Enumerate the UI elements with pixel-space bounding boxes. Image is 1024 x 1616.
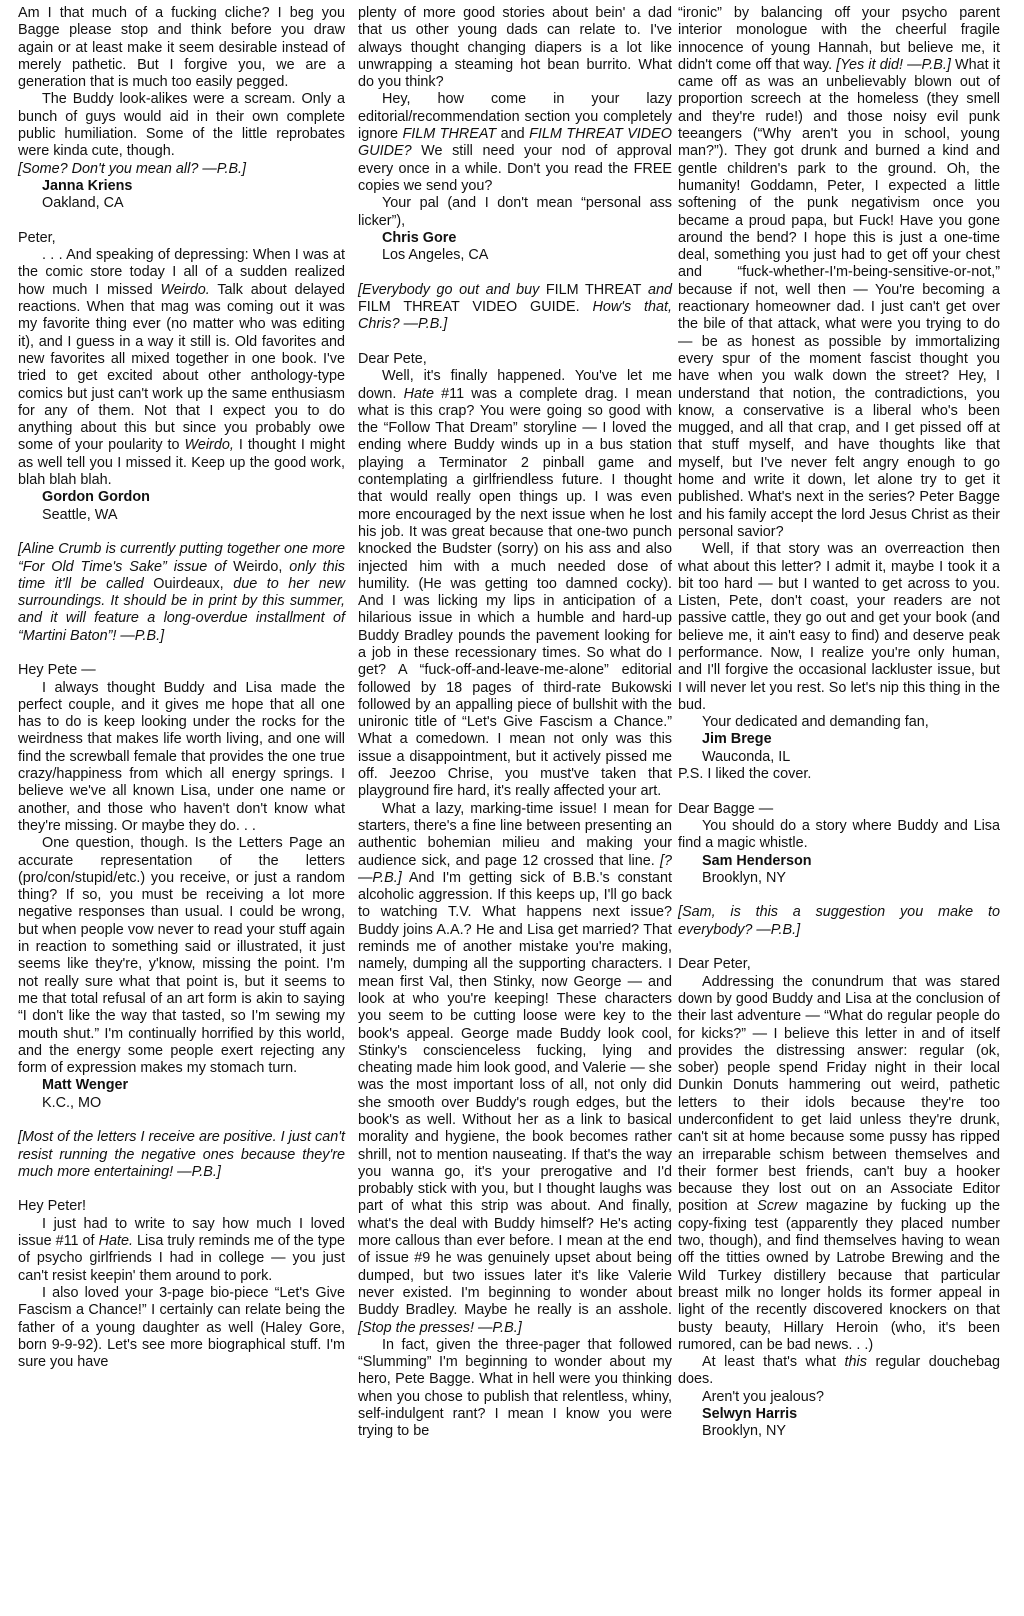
letter-paragraph — [18, 247, 345, 489]
letter-paragraph — [678, 818, 1000, 853]
letter-paragraph — [678, 1389, 1000, 1406]
roman-title: Weirdo, — [233, 558, 283, 575]
letter-paragraph — [678, 541, 1000, 714]
letter-paragraph — [678, 974, 1000, 1355]
letter-paragraph — [358, 368, 672, 800]
letters-column-1 — [18, 5, 345, 1371]
letters-column-2 — [358, 5, 672, 1441]
italic-title: Screw — [757, 1198, 798, 1215]
text-run: Your dedicated and demanding fan, — [702, 714, 929, 731]
signature-name: Sam Henderson — [702, 852, 812, 869]
letter-paragraph — [18, 680, 345, 836]
text-run: Well, if that story was an overreaction then what about this letter? I admit it, maybe I took it a bit too hard — but I wanted to get across to you. Listen, Pete, don't coast, your readers are not passive cattle, they go out and get your book (and believe me, it ain't easy to find) and deserve peak performance. Now, I realize you're only human, and I'll forgive the occasional lackluster issue, but I will never let you rest. So let's nip this thing in the bud. — [678, 541, 1000, 713]
letter-paragraph — [678, 766, 1000, 783]
text-run: regular douchebag does. — [678, 1354, 1000, 1388]
editor-reply — [18, 541, 345, 645]
signature-location: Wauconda, IL — [702, 748, 791, 765]
text-run: and — [496, 126, 530, 143]
italic-title: Weirdo, — [184, 437, 234, 454]
signature-location: K.C., MO — [42, 1094, 102, 1111]
letter-paragraph — [358, 195, 672, 230]
italic-title: [? —P.B.] — [358, 852, 672, 886]
signature-location: Brooklyn, NY — [702, 869, 786, 886]
letter-paragraph — [18, 1285, 345, 1371]
text-run: [Aline Crumb is currently putting together one more “For Old Time's Sake” issue of — [18, 541, 345, 575]
spacer — [678, 887, 1000, 904]
spacer — [358, 264, 672, 281]
text-run: What a lazy, marking-time issue! I mean for starters, there's a fine line between presenting an authentic bohemian milieu and making your audience sick, and page 12 crossed that line. — [358, 800, 672, 869]
text-run: magazine by fucking up the copy-fixing test (apparently they placed number two, though), and find themselves having to wean off the titties owned by Latrobe Brewing and the Wild Turkey distillery because that particular breast milk no longer holds its former appeal in light of the recently discovered knockers on that busty beauty, Hillary Heroin (who, it's been rumored, can be bad news. . .) — [678, 1198, 1000, 1353]
roman-title: FILM THREAT — [545, 281, 642, 298]
italic-title: [Yes it did! —P.B.] — [836, 56, 951, 73]
text-run: . . . And speaking of depressing: When I was at the comic store today I all of a sudden realized how much I missed — [18, 247, 345, 298]
editor-reply — [18, 161, 345, 178]
text-run: I thought I might as well tell you I missed it. Keep up the good work, blah blah blah. — [18, 437, 345, 489]
signature-name: Chris Gore — [382, 229, 457, 246]
spacer — [18, 524, 345, 541]
spacer — [18, 1181, 345, 1198]
salutation: Peter, — [18, 229, 56, 246]
signature-location: Brooklyn, NY — [702, 1423, 786, 1440]
text-run: Your pal (and I don't mean “personal ass licker”), — [358, 195, 672, 229]
letter-paragraph — [678, 5, 1000, 541]
text-run: And I'm getting sick of B.B.'s constant alcoholic aggression. If this keeps up, I'll go back to watching T.V. What happens next issue? Buddy joins A.A.? He and Lisa get married? That reminds me of another mistake you're making, namely, dumping all the supporting characters. I mean first Val, then Stinky, now George — and look at who you're keeping! These characters you seem to be cutting loose were key to the book's appeal. George made Buddy look cool, Stinky's conscienceless fucking, lying and cheating made him look good, and Valerie — she was the most important loss of all, not only did she smooth over Buddy's rough edges, but the book's as well. Without her as a link to basical morality and hygiene, the book becomes rather shrill, not to mention nauseating. If that's the way you wanna go, it's your prerogative and I'd probably stick with you, but I thought laughs was part of what this strip was about. And finally, what's the deal with Buddy himself? He's acting more callous than ever before. I mean at the end of issue #9 he was genuinely upset about being dumped, but two issues later it's like Valerie never existed. I'm beginning to wonder about Buddy Bradley. Maybe he really is an asshole. — [358, 869, 672, 1319]
text-run: Aren't you jealous? — [702, 1388, 824, 1405]
editor-reply — [358, 282, 672, 334]
italic-title: [Stop the presses! —P.B.] — [358, 1319, 522, 1336]
salutation: Dear Bagge — — [678, 800, 774, 817]
text-run: I just had to write to say how much I loved issue #11 of — [18, 1215, 345, 1250]
text-run: Well, it's finally happened. You've let me down. — [358, 368, 672, 402]
signature-location: Seattle, WA — [42, 506, 118, 523]
italic-title: this — [844, 1354, 867, 1371]
text-run: Lisa truly reminds me of the type of psycho girlfriends I had in college — you just can't resist keepin' them around to pork. — [18, 1233, 345, 1284]
text-run: [Most of the letters I receive are positive. I just can't resist running the negative ones because they're much more entertaining! —P.B.] — [18, 1129, 345, 1180]
text-run: P.S. I liked the cover. — [678, 766, 812, 783]
salutation: Hey Peter! — [18, 1198, 86, 1215]
spacer — [18, 1112, 345, 1129]
letter-paragraph — [358, 5, 672, 91]
spacer — [18, 645, 345, 662]
text-run: [Sam, is this a suggestion you make to everybody? —P.B.] — [678, 904, 1000, 938]
italic-title: Hate — [403, 385, 434, 402]
signature-name: Jim Brege — [702, 731, 772, 748]
signature-name: Selwyn Harris — [702, 1406, 798, 1423]
italic-title: Hate. — [98, 1233, 133, 1250]
italic-title: Weirdo. — [160, 281, 210, 298]
letter-paragraph — [678, 1354, 1000, 1389]
editor-reply — [18, 1129, 345, 1181]
text-run: [Some? Don't you mean all? —P.B.] — [18, 160, 247, 177]
text-run: We still need your nod of approval every once in a while. Don't you read the FREE copies we send you? — [358, 143, 672, 194]
salutation: Dear Pete, — [358, 350, 427, 367]
text-run: How's that, Chris? —P.B.] — [358, 299, 673, 333]
text-run: One question, though. Is the Letters Page an accurate representation of the letters (pro/con/stupid/etc.) you receive, or just a random thing? If so, you must be receiving a lot more negative responses than usual. I could be wrong, but when people vow never to read your stuff again in reaction to something said or illustrated, it just seems like they're, y'know, missing the point. I'm not really sure what that point is, but it seems to me that total refusal of an art form is akin to saying “I don't like the way that tasted, so I'm sewing my mouth shut.” I'm continually horrified by this world, and the energy some people exert rejecting any form of expression makes my stomach turn. — [18, 835, 345, 1077]
letter-paragraph — [18, 5, 345, 91]
text-run: only this time it'll be called — [18, 558, 345, 592]
letter-paragraph — [358, 801, 672, 1337]
letter-paragraph — [18, 1216, 345, 1285]
text-run: Addressing the conundrum that was stared down by good Buddy and Lisa at the conclusion of their last adventure — “What do regular people do for kicks?” — I believe this letter in and of itself provides the distressing answer: regular (ok, sober) people spend Friday night in their local Dunkin Donuts hammering out weird, pathetic letters to their idols because they're too underconfident to get laid unless they're drunk, can't sit at home because some pussy has ripped an irreparable schism between themselves and their former best friends, can't buy a hooker because they lost out on an Associate Editor position at — [678, 973, 1000, 1215]
letter-paragraph — [678, 714, 1000, 731]
signature-name: Janna Kriens — [42, 177, 133, 194]
spacer — [18, 213, 345, 230]
text-run: #11 was a complete drag. I mean what is this crap? You were going so good with the “Follow That Dream” storyline — I loved the ending where Buddy winds up in a bus station playing a Terminator 2 pinball game and contemplating a girlfriendless future. I thought that would really open things up. I was even more encouraged by the next issue when he lost his job. It was great because that one-two punch knocked the Budster (sorry) on his ass and also injected him with a much needed dose of humility. (He was getting too damned cocky). And I was licking my lips in anticipation of a hilarious issue in which a humble and hard-up Buddy Bradley pounds the pavement looking for a job in these recessionary times. So what do I get? A “fuck-off-and-leave-me-alone” editorial followed by 18 pages of third-rate Bukowski followed by an appalling piece of bullshit with the unironic title of “Let's Give Fascism a Chance.” What a comedown. I mean not only was this issue a disappointment, but it actively pissed me off. Jeezoo Chrise, you must've taken that playground fire hard, it's really affected your art. — [358, 385, 672, 800]
text-run: [Everybody go out and buy — [358, 281, 546, 298]
text-run: In fact, given the three-pager that followed “Slumming” I'm beginning to wonder about my hero, Pete Bagge. What in hell were you thinking when you chose to publish that relentless, whiny, self-indulgent rant? I mean I know you were trying to be — [358, 1336, 672, 1440]
text-run: At least that's what — [702, 1354, 845, 1371]
text-run: due to her new surroundings. It should be in print by this summer, and it will feature a long-overdue installment of “Martini Baton”! —P.B.] — [18, 575, 346, 644]
text-run: and — [641, 281, 672, 298]
signature-name: Matt Wenger — [42, 1077, 129, 1094]
text-run: I always thought Buddy and Lisa made the perfect couple, and it gives me hope that all one has to do is keep looking under the rocks for the weirdness that makes life worth living, and one will find the screwball female that provides the one true crazy/happiness from which all energy springs. I believe we've all known Lisa, under one name or another, and those who haven't don't know what they're missing. Or maybe they do. . . — [18, 679, 345, 834]
text-run: The Buddy look-alikes were a scream. Only a bunch of guys would aid in their own complete public humiliation. Some of the little reprobates were kinda cute, though. — [18, 91, 345, 160]
letter-paragraph — [18, 91, 345, 160]
salutation: Dear Peter, — [678, 956, 751, 973]
italic-title: FILM THREAT — [402, 126, 497, 143]
spacer — [678, 939, 1000, 956]
signature-name: Gordon Gordon — [42, 489, 150, 506]
letters-column-3 — [678, 5, 1000, 1441]
letter-paragraph — [358, 91, 672, 195]
text-run: Talk about delayed reactions. When that mag was coming out it was my favorite thing ever (no matter who was editing it), and I guess in a way it still is. Old favorites and new favorites all mixed together in one book. I've tried to get excited about other anthology-type comics but just can't work up the same enthusiasm for any of them. Not that I expect you to do anything about this but since you probably owe some of your poularity to — [18, 281, 345, 454]
text-run: Am I that much of a fucking cliche? I beg you Bagge please stop and think before you draw again or at least make it seem desirable instead of merely pathetic. But I forgive you, we are a generation that is much too easily pegged. — [18, 5, 345, 91]
text-run: plenty of more good stories about bein' a dad that us other young dads can relate to. I've always thought changing diapers is a lot like unwrapping a steaming hot bean burrito. What do you think? — [358, 5, 672, 91]
roman-title: Ouirdeaux, — [153, 575, 224, 592]
text-run: You should do a story where Buddy and Lisa find a magic whistle. — [678, 817, 1000, 852]
italic-title: FILM THREAT VIDEO GUIDE? — [358, 126, 672, 160]
text-run: What it came off as was an unbelievably blown out of proportion screech at the homeless (they smell and they're rude!) and those noisy evil punk teeangers (“Why aren't you in school, young man?”). They got drunk and burned a kind and gentle children's park to the ground. Oh, the humanity! Goddamn, Peter, I expected a little softening of the punk negativism once you became a proud papa, but Fuck! Have you gone around the bend? I hope this is just a one-time deal, something you just had to get off your chest and “fuck-whether-I'm-being-sensitive-or-not,” because if not, well then — You're becoming a reactionary homeowner dad. I just can't get over the bile of that attack, what were you trying to do — be as honest as possible by immortalizing every spur of the moment fascist thought you have when you walk down the street? Hey, I understand that notion, the contradictions, you know, a conservative is a liberal who's been mugged, and all that crap, and I get pissed off at that stuff myself, and have thoughts like that myself, but I've never felt angry enough to go home and write it down, let alone try to get it published. What's next in the series? Peter Bagge and his family accept the lord Jesus Christ as their personal savior? — [678, 56, 1000, 540]
spacer — [358, 334, 672, 351]
roman-title: FILM THREAT VIDEO GUIDE. — [358, 299, 580, 316]
text-run: “ironic” by balancing off your psycho parent interior monologue with the cheerful fragile innocence of young Hannah, but believe me, it didn't come off that way. — [678, 5, 1000, 73]
letter-paragraph — [18, 835, 345, 1077]
text-run: I also loved your 3-page bio-piece “Let's Give Fascism a Chance!” I certainly can relate being the father of a young daughter as well (Haley Gore, born 9-9-92). Let's see more biographical stuff. I'm sure you have — [18, 1284, 345, 1371]
editor-reply — [678, 904, 1000, 939]
text-run: Hey, how come in your lazy editorial/recommendation section you completely ignore — [358, 91, 672, 143]
salutation: Hey Pete — — [18, 662, 96, 679]
signature-location: Oakland, CA — [42, 195, 124, 212]
signature-location: Los Angeles, CA — [382, 247, 489, 264]
spacer — [678, 783, 1000, 800]
letter-paragraph — [358, 1337, 672, 1441]
